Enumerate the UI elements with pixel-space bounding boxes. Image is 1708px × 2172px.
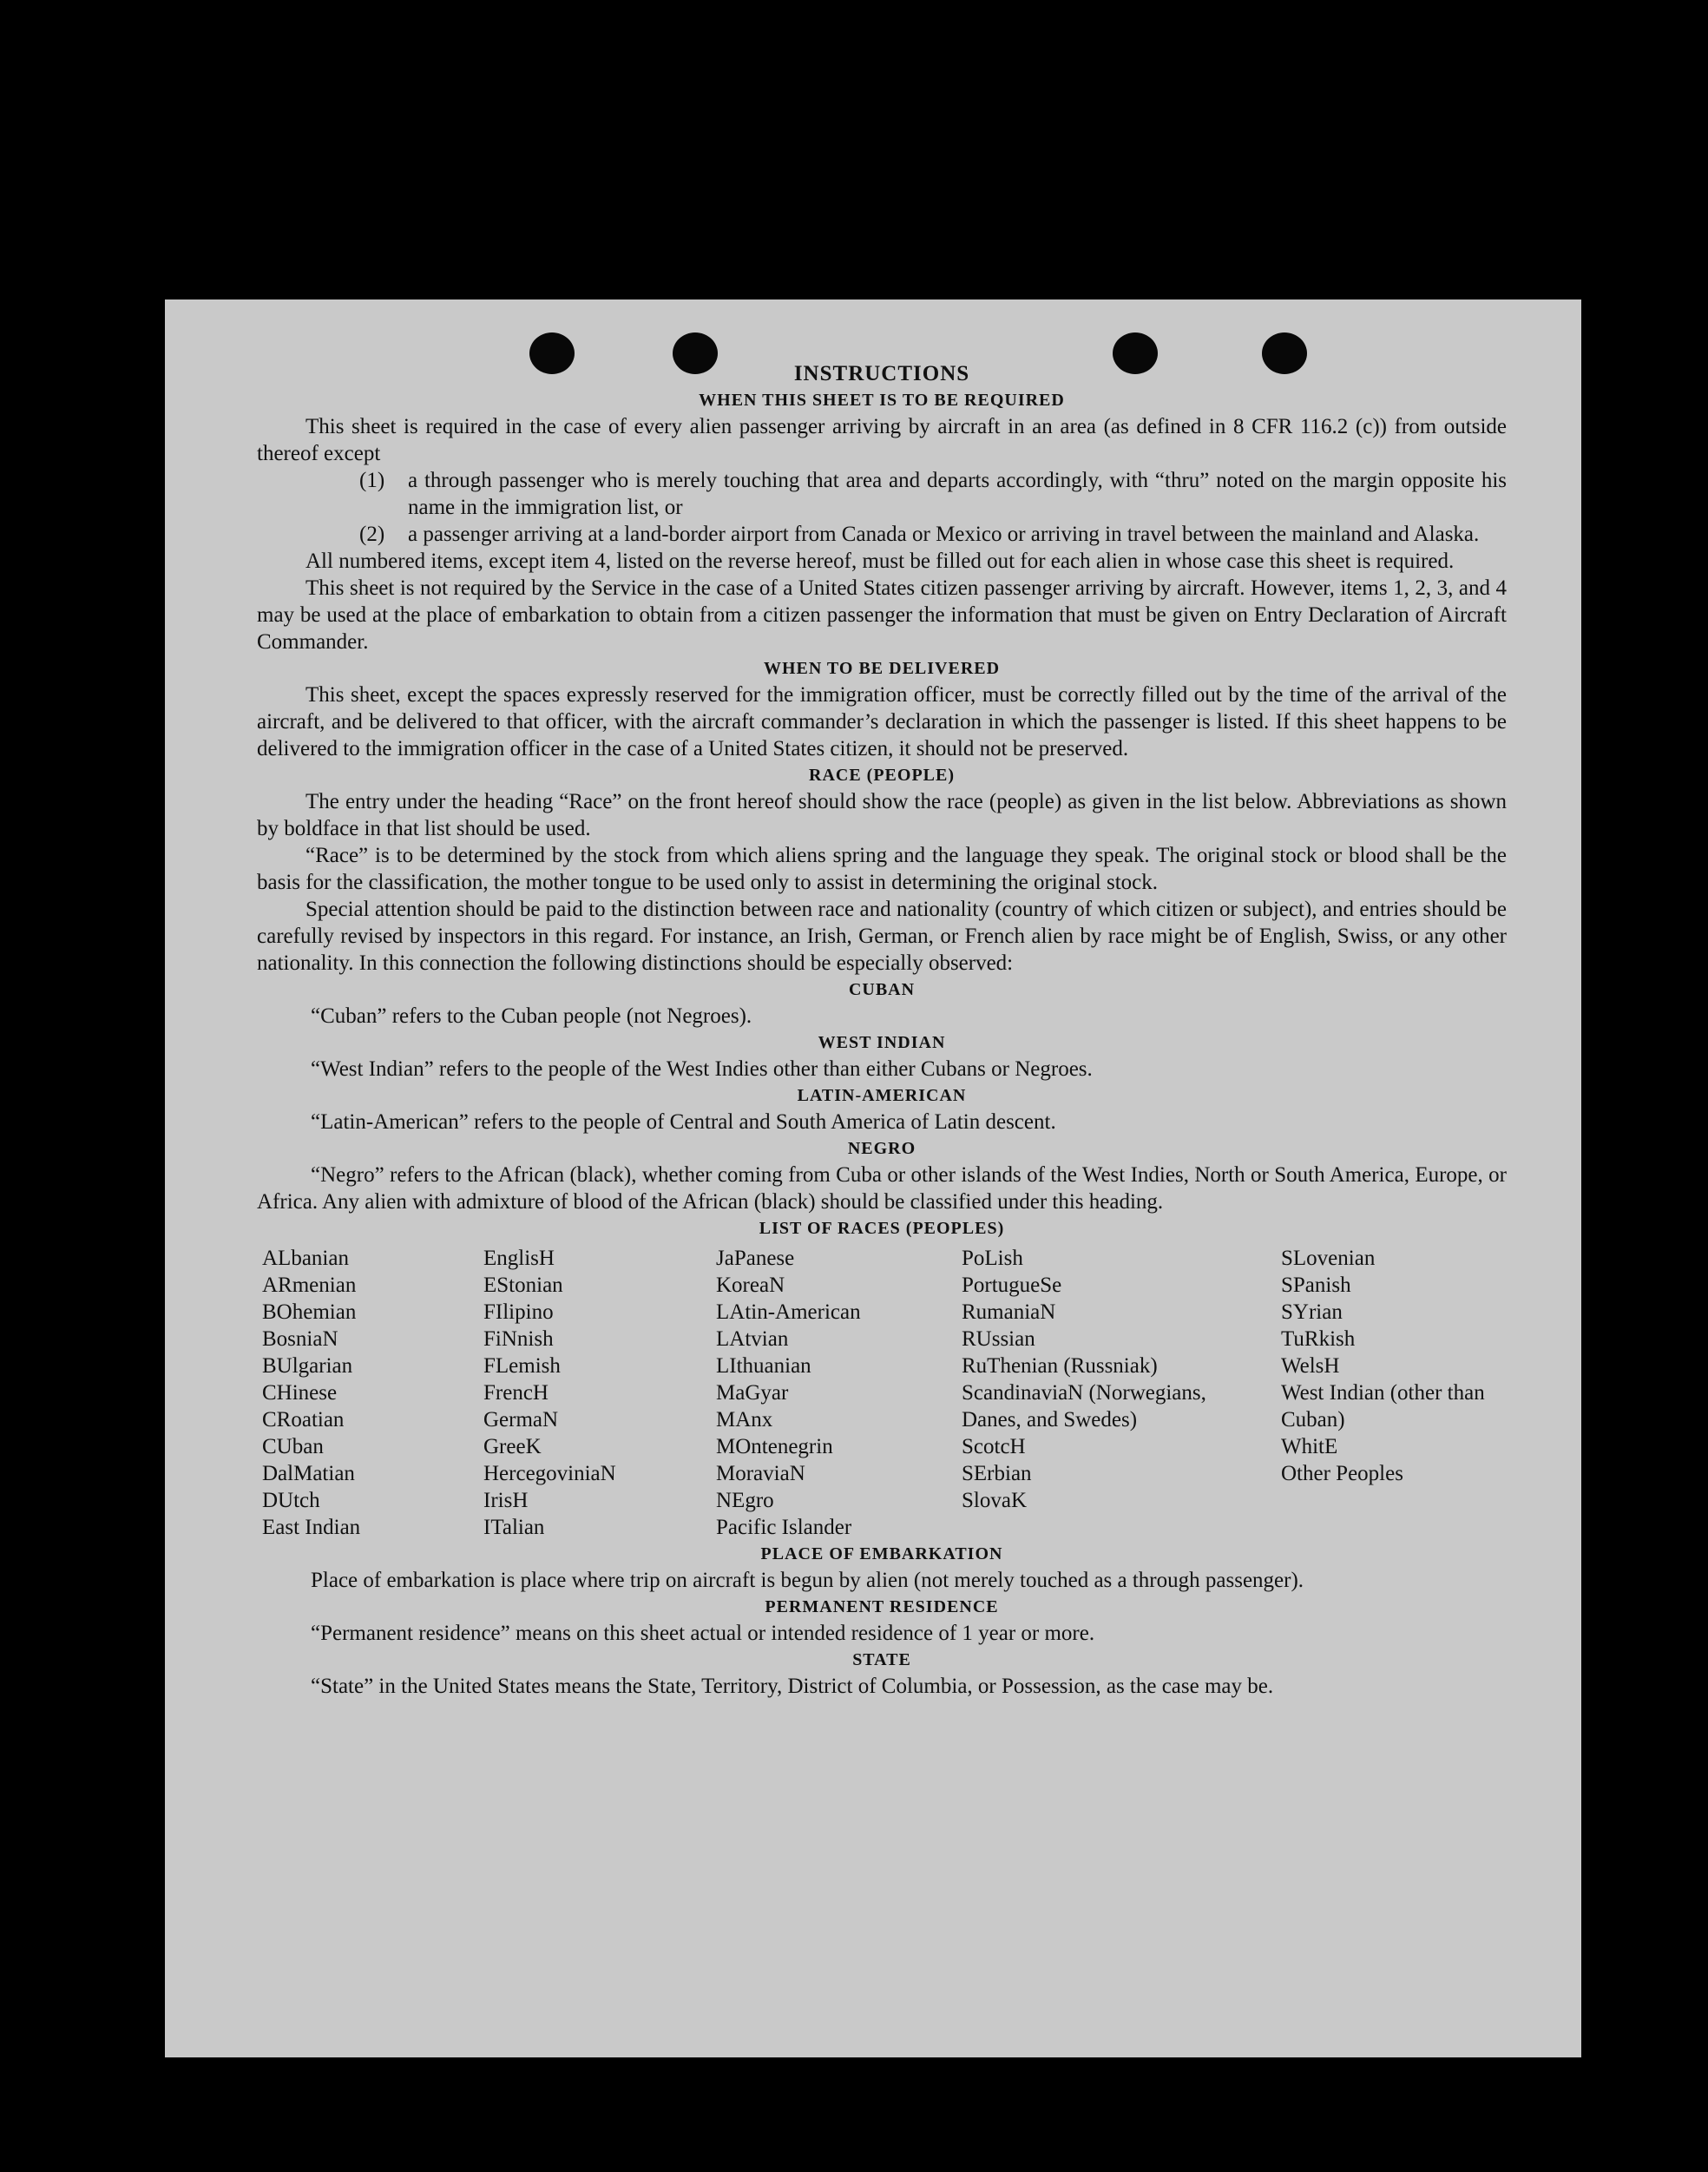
race-entry: NEgro xyxy=(716,1489,774,1512)
race-entry: MaGyar xyxy=(716,1381,789,1405)
race-entry: FrencH xyxy=(483,1381,549,1405)
heading-permanent-residence: PERMANENT RESIDENCE xyxy=(765,1597,999,1616)
race-entry: East Indian xyxy=(262,1516,361,1539)
race-entry: GermaN xyxy=(483,1408,559,1432)
exception-number: (1) xyxy=(359,469,385,492)
numbered-items-paragraph: All numbered items, except item 4, listed on the reverse hereof, must be filled out for each alien in whose case this sheet is required. xyxy=(305,550,1455,573)
document-page xyxy=(165,299,1581,2057)
races-column xyxy=(1281,1245,1512,1541)
races-column xyxy=(483,1245,716,1541)
race-entry: SlovaK xyxy=(962,1489,1027,1512)
race-entry: DUtch xyxy=(262,1489,320,1512)
race-paragraph: Special attention should be paid to the distinction between race and nationality (country of which citizen or subject), and entries should be carefully revised by inspectors in this regard. For instance, an Irish, German, or French alien by race might be of English, Swiss, or any other nationality. In this connection the following distinctions should be especially observed: xyxy=(257,898,1507,975)
race-entry: SPanish xyxy=(1281,1274,1351,1297)
heading-race: RACE (PEOPLE) xyxy=(809,766,955,785)
race-entry: Other Peoples xyxy=(1281,1462,1403,1485)
heading-when-delivered: WHEN TO BE DELIVERED xyxy=(763,659,1001,678)
heading-when-required: WHEN THIS SHEET IS TO BE REQUIRED xyxy=(699,391,1065,410)
race-entry: ALbanian xyxy=(262,1247,349,1270)
race-entry: WhitE xyxy=(1281,1435,1338,1458)
instructions-content xyxy=(257,360,1507,1700)
when-required-intro: This sheet is required in the case of every alien passenger arriving by aircraft in an area (as defined in 8 CFR 116.2 (c)) from outside thereof except xyxy=(257,415,1507,465)
race-entry: GreeK xyxy=(483,1435,542,1458)
heading-list-of-races: LIST OF RACES (PEOPLES) xyxy=(759,1219,1005,1238)
race-entry: SErbian xyxy=(962,1462,1032,1485)
west-indian-definition: “West Indian” refers to the people of the West Indies other than either Cubans or Negroes. xyxy=(311,1057,1093,1081)
exception-text: a passenger arriving at a land-border airport from Canada or Mexico or arriving in travel between the mainland and Alaska. xyxy=(408,523,1480,546)
race-entry: Pacific Islander xyxy=(716,1516,852,1539)
race-entry: ITalian xyxy=(483,1516,545,1539)
exception-item xyxy=(257,521,1507,548)
race-entry: BUlgarian xyxy=(262,1354,353,1378)
race-entry: RumaniaN xyxy=(962,1300,1056,1324)
race-entry: PortugueSe xyxy=(962,1274,1062,1297)
race-entry: IrisH xyxy=(483,1489,529,1512)
race-entry: CUban xyxy=(262,1435,324,1458)
race-paragraph: “Race” is to be determined by the stock from which aliens spring and the language they speak. The original stock or blood shall be the basis for the classification, the mother tongue to be used only to assist in determining the original stock. xyxy=(257,844,1507,894)
heading-negro: NEGRO xyxy=(847,1139,916,1158)
race-entry: CRoatian xyxy=(262,1408,345,1432)
race-entry: SYrian xyxy=(1281,1300,1343,1324)
heading-latin-american: LATIN-AMERICAN xyxy=(797,1086,967,1105)
citizen-paragraph: This sheet is not required by the Service in the case of a United States citizen passenger arriving by aircraft. However, items 1, 2, 3, and 4 may be used at the place of embarkation to obtain from a citizen passenger the information that must be given on Entry Declaration of Aircraft Commander. xyxy=(257,576,1507,654)
when-delivered-text: This sheet, except the spaces expressly reserved for the immigration officer, must be correctly filled out by the time of the arrival of the aircraft, and be delivered to that officer, with the aircraft commander’s declaration in which the passenger is listed. If this sheet happens to be delivered to the immigration officer in the case of a United States citizen, it should not be preserved. xyxy=(257,683,1507,760)
embarkation-definition: Place of embarkation is place where trip on aircraft is begun by alien (not merely touched as a through passenger). xyxy=(311,1569,1304,1592)
race-paragraph: The entry under the heading “Race” on the front hereof should show the race (people) as given in the list below. Abbreviations as shown by boldface in that list should be used. xyxy=(257,790,1507,840)
heading-cuban: CUBAN xyxy=(848,980,916,999)
races-column xyxy=(262,1245,483,1541)
exception-number: (2) xyxy=(359,523,385,546)
race-entry: MOntenegrin xyxy=(716,1435,833,1458)
race-entry: WelsH xyxy=(1281,1354,1340,1378)
race-entry: PoLish xyxy=(962,1247,1023,1270)
race-entry: DalMatian xyxy=(262,1462,355,1485)
race-entry: KoreaN xyxy=(716,1274,785,1297)
race-entry: LAtvian xyxy=(716,1327,789,1351)
race-entry: LAtin-American xyxy=(716,1300,861,1324)
race-entry: CHinese xyxy=(262,1381,338,1405)
race-entry: HercegoviniaN xyxy=(483,1462,616,1485)
exception-item xyxy=(257,467,1507,521)
race-entry: FLemish xyxy=(483,1354,561,1378)
race-entry: TuRkish xyxy=(1281,1327,1356,1351)
races-column xyxy=(962,1245,1281,1541)
residence-definition: “Permanent residence” means on this sheet actual or intended residence of 1 year or more. xyxy=(311,1622,1095,1645)
exception-text: a through passenger who is merely touching that area and departs accordingly, with “thru” noted on the margin opposite his name in the immigration list, or xyxy=(408,469,1507,519)
race-entry: MAnx xyxy=(716,1408,773,1432)
race-entry: ARmenian xyxy=(262,1274,357,1297)
race-entry: FIlipino xyxy=(483,1300,554,1324)
race-entry: JaPanese xyxy=(716,1247,795,1270)
state-definition: “State” in the United States means the State, Territory, District of Columbia, or Possession, as the case may be. xyxy=(311,1675,1274,1698)
race-entry: RuThenian (Russniak) xyxy=(962,1354,1158,1378)
race-entry: BOhemian xyxy=(262,1300,357,1324)
race-entry: SLovenian xyxy=(1281,1247,1376,1270)
races-column xyxy=(716,1245,962,1541)
page-title: INSTRUCTIONS xyxy=(793,362,970,385)
race-entry: EStonian xyxy=(483,1274,563,1297)
race-entry: LIthuanian xyxy=(716,1354,811,1378)
race-entry: West Indian (other than Cuban) xyxy=(1281,1381,1485,1432)
race-entry: BosniaN xyxy=(262,1327,338,1351)
cuban-definition: “Cuban” refers to the Cuban people (not Negroes). xyxy=(311,1004,752,1028)
latin-american-definition: “Latin-American” refers to the people of Central and South America of Latin descent. xyxy=(311,1110,1056,1134)
race-entry: MoraviaN xyxy=(716,1462,805,1485)
race-entry: EnglisH xyxy=(483,1247,555,1270)
heading-state: STATE xyxy=(852,1650,911,1669)
races-list xyxy=(262,1245,1507,1541)
heading-west-indian: WEST INDIAN xyxy=(818,1033,946,1052)
race-entry: FiNnish xyxy=(483,1327,554,1351)
heading-embarkation: PLACE OF EMBARKATION xyxy=(760,1544,1003,1563)
race-entry: RUssian xyxy=(962,1327,1035,1351)
negro-definition: “Negro” refers to the African (black), whether coming from Cuba or other islands of the West Indies, North or South America, Europe, or Africa. Any alien with admixture of blood of the African (black) should be classified under this heading. xyxy=(257,1163,1507,1214)
race-entry: ScandinaviaN (Norwegians, Danes, and Swedes) xyxy=(962,1381,1206,1432)
race-entry: ScotcH xyxy=(962,1435,1026,1458)
